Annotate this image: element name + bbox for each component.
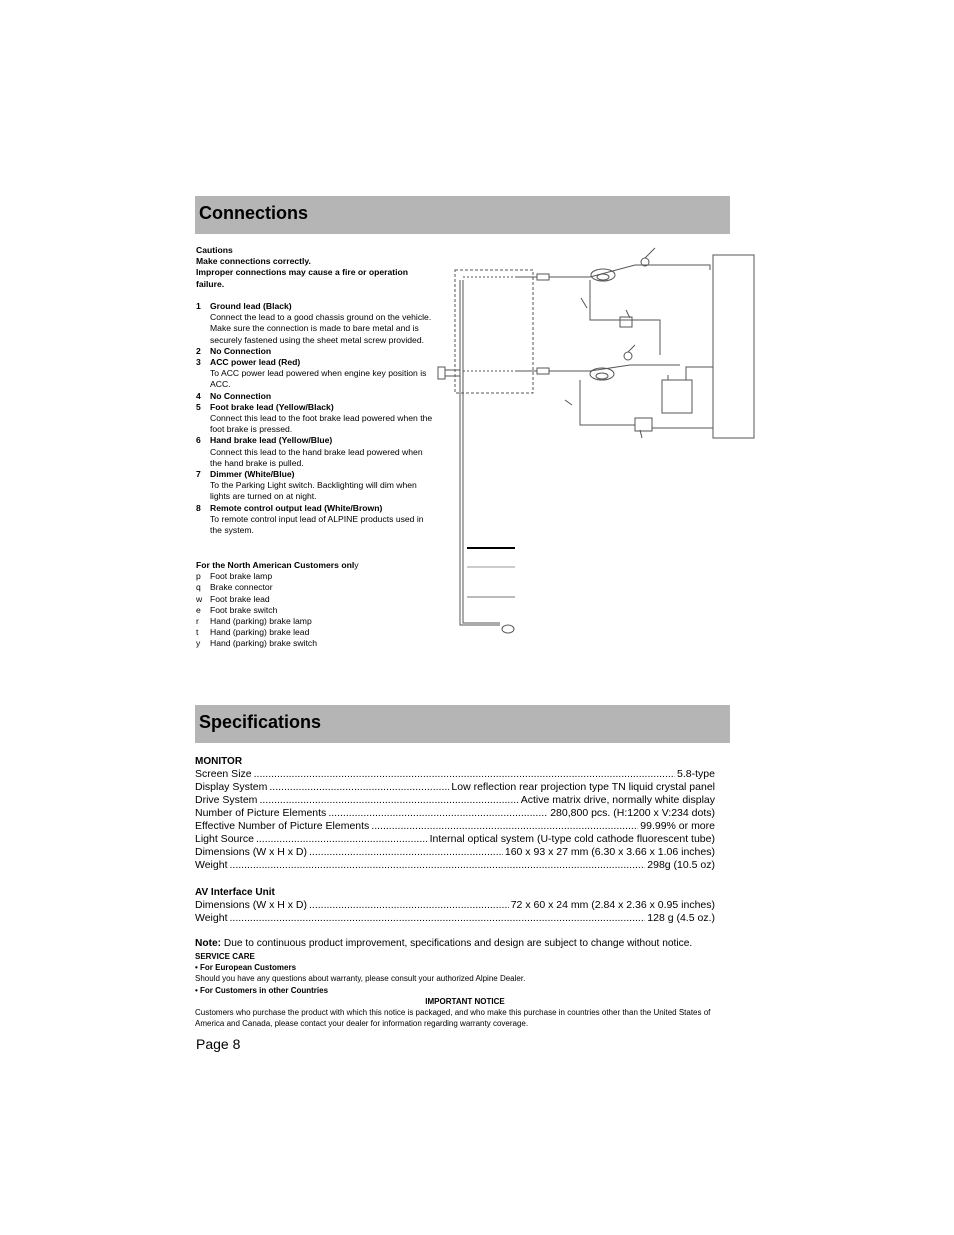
av-unit-heading: AV Interface Unit: [195, 887, 275, 898]
connections-banner: [195, 196, 730, 234]
monitor-specs: [195, 755, 715, 872]
lead-description: Connect this lead to the hand brake lead powered when the hand brake is pulled.: [210, 446, 423, 468]
vehicle-panel: [713, 255, 754, 438]
spec-row: [195, 859, 715, 872]
dot-leader: [309, 846, 503, 859]
lead-title: ACC power lead (Red): [210, 357, 301, 368]
spec-value: 298g (10.5 oz): [647, 859, 715, 871]
service-care: [195, 951, 735, 1029]
spec-row: [195, 833, 715, 846]
north-american-item: [196, 638, 436, 649]
lead-description: Connect the lead to a good chassis ground on the vehicle. Make sure the connection is made to bare metal and is securely fastened using the sheet metal screw provided.: [210, 312, 432, 345]
spec-row: [195, 781, 715, 794]
spec-value: 99.99% or more: [640, 820, 715, 832]
note-label: Note:: [195, 938, 222, 949]
north-american-item: [196, 627, 436, 638]
spec-row: [195, 807, 715, 820]
lead-title: Hand brake lead (Yellow/Blue): [210, 435, 333, 446]
item-text: Hand (parking) brake lamp: [210, 616, 312, 627]
connector-plug: [438, 367, 445, 379]
european-heading: • For European Customers: [195, 963, 297, 973]
lead-item: [196, 357, 436, 391]
dot-leader: [371, 820, 638, 833]
lead-item: [196, 346, 436, 357]
spec-row: [195, 912, 715, 925]
item-text: Foot brake lamp: [210, 571, 273, 582]
spec-value: 72 x 60 x 24 mm (2.84 x 2.36 x 0.95 inches): [510, 899, 715, 911]
lead-item: [196, 301, 436, 346]
hand-brake-switch: [635, 418, 652, 431]
lead-item: [196, 435, 436, 469]
lead-item: [196, 391, 436, 402]
item-key: e: [196, 604, 201, 615]
foot-brake-connector: [537, 274, 549, 280]
lead-description: To the Parking Light switch. Backlighting will dim when lights are turned on at night.: [210, 480, 417, 502]
cautions-line-1: Make connections correctly.: [196, 256, 311, 267]
item-text: Brake connector: [210, 582, 273, 593]
important-notice-heading: IMPORTANT NOTICE: [425, 996, 505, 1006]
item-text: Foot brake switch: [210, 604, 278, 615]
brake-splice-lower: [590, 368, 614, 380]
spec-value: 280,800 pcs. (H:1200 x V:234 dots): [550, 807, 715, 819]
spec-label: Display System: [195, 781, 268, 793]
other-countries-heading: • For Customers in other Countries: [195, 985, 329, 995]
dot-leader: [256, 833, 428, 846]
lead-number: 5: [196, 401, 201, 412]
spec-value: Active matrix drive, normally white display: [520, 794, 715, 806]
brake-splice-upper: [591, 269, 615, 281]
page-number: Page 8: [196, 1036, 241, 1052]
spec-value: 128 g (4.5 oz.): [647, 912, 715, 924]
spec-row: [195, 820, 715, 833]
spec-value: Internal optical system (U-type cold cathode fluorescent tube): [429, 833, 715, 845]
item-key: w: [196, 593, 203, 604]
dot-leader: [309, 899, 509, 912]
spec-value: 5.8-type: [677, 768, 715, 780]
spec-label: Dimensions (W x H x D): [195, 846, 308, 858]
european-text: Should you have any questions about warranty, please consult your authorized Alpine Dealer.: [195, 974, 526, 984]
specifications-title: Specifications: [199, 712, 322, 732]
north-american-list: [196, 560, 436, 650]
hand-brake-connector: [537, 368, 549, 374]
important-notice-text: Customers who purchase the product with which this notice is packaged, and who make this purchase in countries other than the United States of America and Canada, please contact your dealer for information regarding warranty coverage.: [195, 1008, 711, 1029]
item-text: Foot brake lead: [210, 593, 270, 604]
lead-title: No Connection: [210, 345, 272, 356]
item-key: y: [196, 638, 201, 649]
north-american-item: [196, 616, 436, 627]
spec-row: [195, 899, 715, 912]
connections-title: Connections: [199, 203, 309, 223]
spec-label: Weight: [195, 912, 228, 924]
item-text: Hand (parking) brake lead: [210, 627, 310, 638]
foot-brake-switch: [620, 317, 632, 327]
lead-list: [196, 301, 436, 536]
dot-leader: [328, 807, 548, 820]
spec-row: [195, 768, 715, 781]
spec-value: Low reflection rear projection type TN liquid crystal panel: [451, 781, 715, 793]
lead-number: 8: [196, 502, 201, 513]
lead-item: [196, 402, 436, 436]
av-unit-specs: [195, 886, 715, 925]
dot-leader: [254, 768, 675, 781]
dot-leader: [230, 912, 646, 925]
cautions-line-2: Improper connections may cause a fire or operation failure.: [196, 267, 409, 289]
trunk-wire: [460, 280, 500, 625]
spec-value: 160 x 93 x 27 mm (6.30 x 3.66 x 1.06 inches): [504, 846, 715, 858]
item-text: Hand (parking) brake switch: [210, 638, 317, 649]
lead-title: Ground lead (Black): [210, 301, 292, 311]
spec-label: Number of Picture Elements: [195, 807, 327, 819]
lead-number: 2: [196, 345, 201, 356]
spec-label: Screen Size: [195, 768, 252, 780]
lead-title: Dimmer (White/Blue): [210, 469, 295, 480]
lead-description: To ACC power lead powered when engine key position is ACC.: [210, 368, 427, 390]
spec-label: Drive System: [195, 794, 258, 806]
lead-title: Foot brake lead (Yellow/Black): [210, 401, 334, 412]
cautions-heading: Cautions: [196, 245, 233, 255]
north-american-item: [196, 605, 436, 616]
spec-row: [195, 846, 715, 859]
spec-label: Weight: [195, 859, 228, 871]
lead-description: To remote control input lead of ALPINE products used in the system.: [210, 513, 424, 536]
lead-number: 1: [196, 301, 201, 311]
lead-number: 7: [196, 469, 201, 480]
lead-number: 6: [196, 435, 201, 446]
lead-title: No Connection: [210, 390, 272, 401]
wiring-diagram: [430, 240, 760, 645]
north-american-heading: For the North American Customers only: [196, 560, 359, 570]
av-unit-outline: [455, 270, 533, 393]
north-american-item: [196, 594, 436, 605]
north-american-item: [196, 571, 436, 582]
lead-number: 3: [196, 357, 201, 368]
specifications-banner: [195, 705, 730, 743]
spec-label: Light Source: [195, 833, 254, 845]
item-key: p: [196, 571, 201, 582]
item-key: t: [196, 627, 199, 638]
lead-title: Remote control output lead (White/Brown): [210, 502, 383, 513]
battery-box: [662, 380, 692, 413]
north-american-item: [196, 582, 436, 593]
dot-leader: [269, 781, 449, 794]
lead-item: [196, 469, 436, 503]
hand-brake-lamp: [624, 352, 632, 360]
monitor-heading: MONITOR: [195, 756, 243, 767]
note-text: Due to continuous product improvement, specifications and design are subject to change without notice.: [223, 938, 693, 949]
lead-item: [196, 503, 436, 537]
item-key: r: [196, 616, 199, 627]
dot-leader: [259, 794, 518, 807]
spec-note: [195, 938, 735, 949]
lead-description: Connect this lead to the foot brake lead powered when the foot brake is pressed.: [210, 413, 433, 435]
cautions-block: [196, 245, 436, 290]
spec-row: [195, 794, 715, 807]
spec-label: Effective Number of Picture Elements: [195, 820, 370, 832]
spec-label: Dimensions (W x H x D): [195, 899, 308, 911]
ground-ring: [502, 625, 514, 633]
dot-leader: [230, 859, 646, 872]
lead-number: 4: [196, 390, 201, 401]
item-key: q: [196, 582, 201, 593]
service-heading: SERVICE CARE: [195, 952, 255, 961]
